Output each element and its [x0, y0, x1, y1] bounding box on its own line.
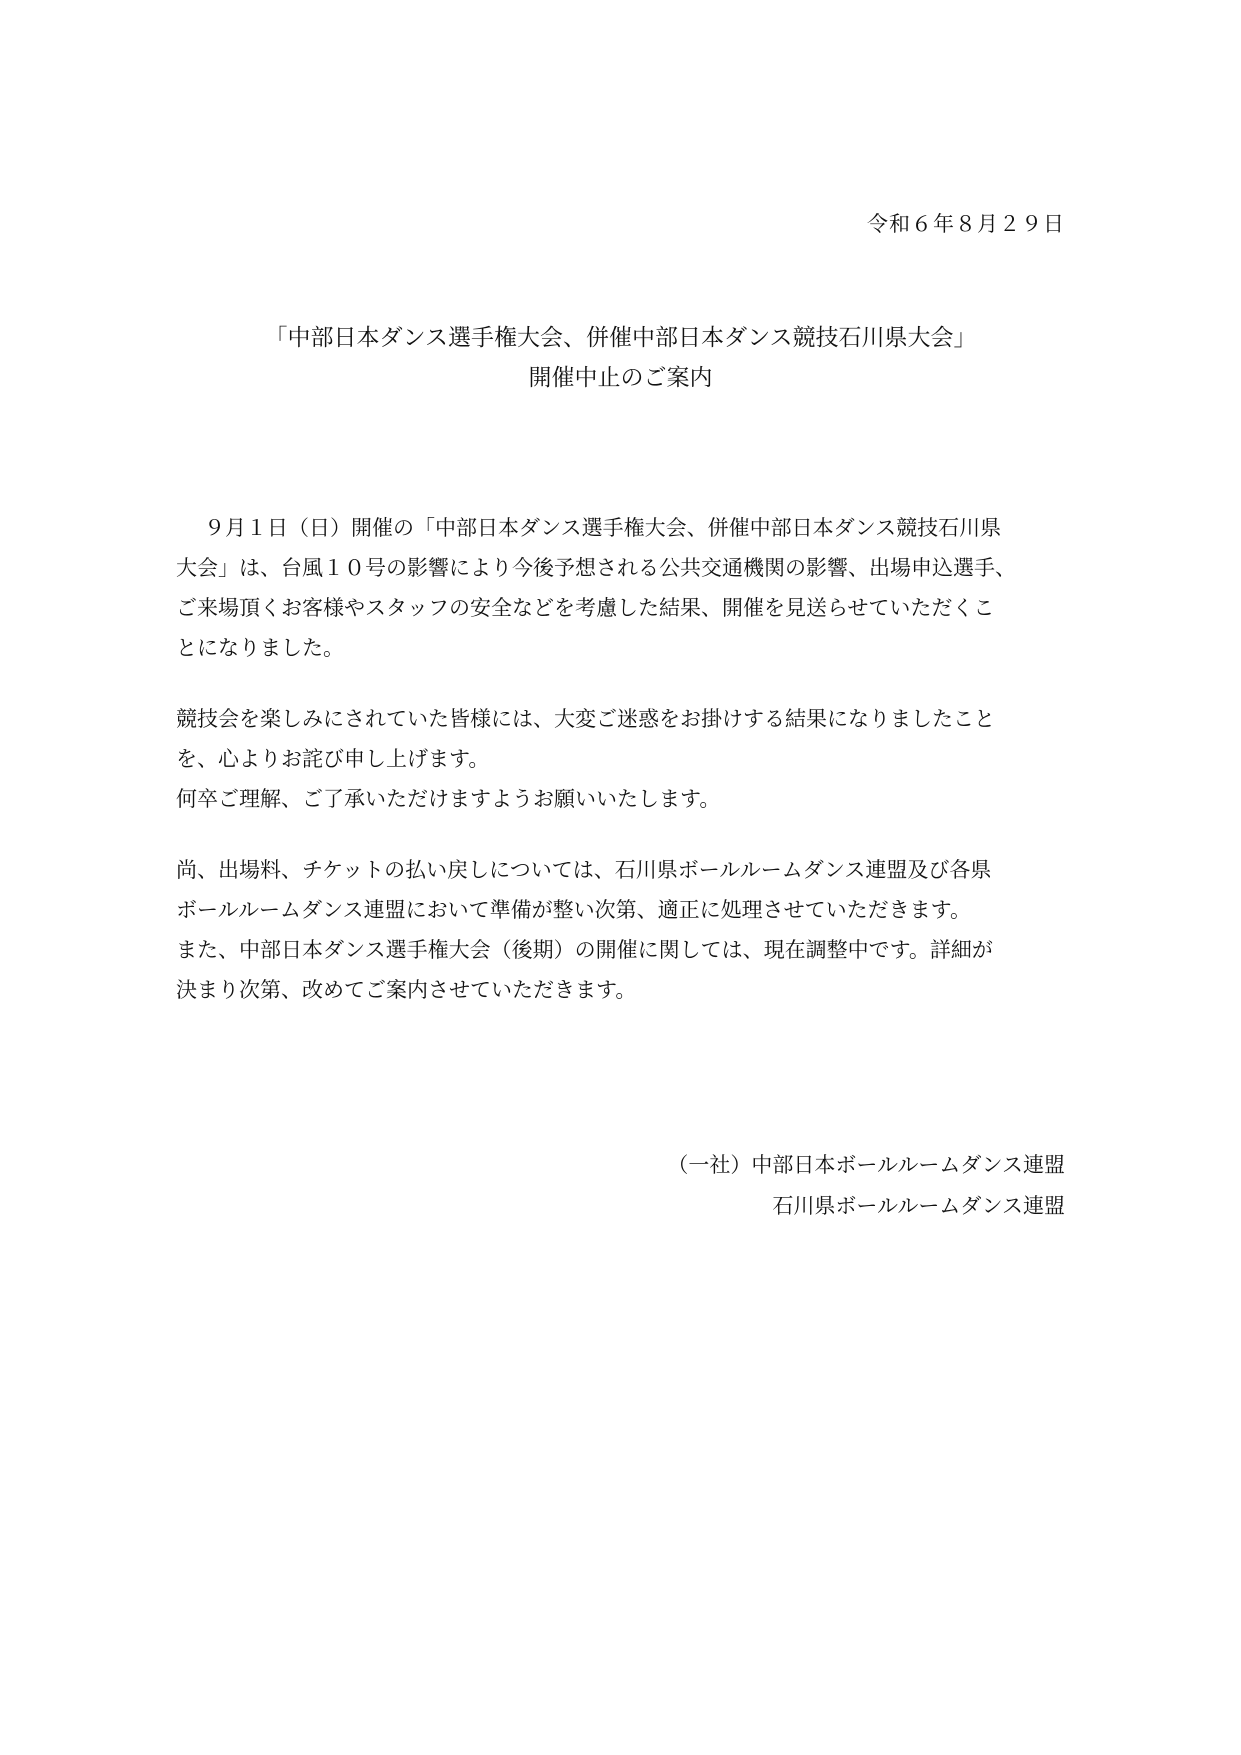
paragraph-line: また、中部日本ダンス選手権大会（後期）の開催に関しては、現在調整中です。詳細が: [176, 938, 993, 962]
paragraph-line: 何卒ご理解、ご了承いただけますようお願いいたします。: [176, 787, 721, 811]
document-body: [176, 508, 1076, 1010]
title-line-1: 「中部日本ダンス選手権大会、併催中部日本ダンス競技石川県大会」: [264, 325, 977, 351]
paragraph-line: 競技会を楽しみにされていた皆様には、大変ご迷惑をお掛けする結果になりましたこと: [176, 707, 995, 731]
paragraph-line: ご来場頂くお客様やスタッフの安全などを考慮した結果、開催を見送らせていただくこ: [176, 596, 995, 620]
signature-org-2: 石川県ボールルームダンス連盟: [772, 1194, 1065, 1218]
paragraph-refund-notice: [176, 850, 1076, 1010]
paragraph-line: ９月１日（日）開催の「中部日本ダンス選手権大会、併催中部日本ダンス競技石川県: [204, 516, 1002, 540]
paragraph-line: ボールルームダンス連盟において準備が整い次第、適正に処理させていただきます。: [176, 898, 971, 922]
document-date: 令和６年８月２９日: [867, 212, 1065, 236]
document-title: [0, 318, 1241, 398]
title-line-2: 開催中止のご案内: [528, 365, 713, 391]
paragraph-line: とになりました。: [176, 636, 344, 660]
paragraph-line: 大会」は、台風１０号の影響により今後予想される公共交通機関の影響、出場申込選手、: [176, 556, 1016, 580]
signature-block: [667, 1145, 1065, 1227]
paragraph-announcement: [176, 508, 1076, 668]
signature-org-1: （一社）中部日本ボールルームダンス連盟: [667, 1153, 1065, 1177]
paragraph-apology: [176, 699, 1076, 819]
paragraph-line: 決まり次第、改めてご案内させていただきます。: [176, 978, 637, 1002]
paragraph-line: を、心よりお詫び申し上げます。: [176, 747, 490, 771]
paragraph-line: 尚、出場料、チケットの払い戻しについては、石川県ボールルームダンス連盟及び各県: [176, 858, 992, 882]
